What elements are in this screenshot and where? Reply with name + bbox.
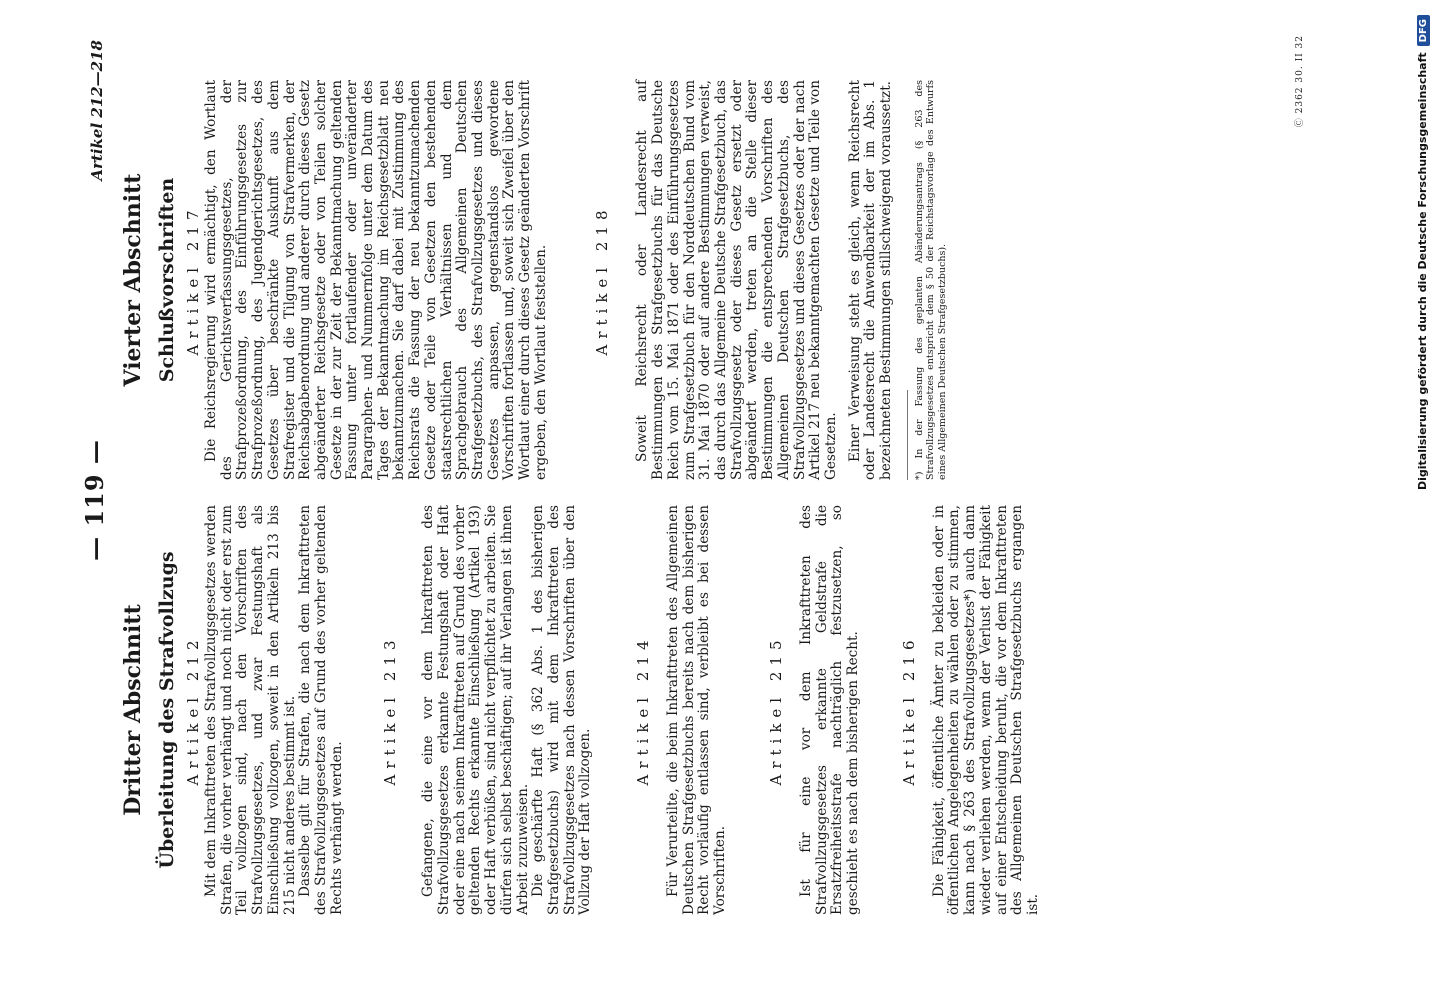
page-number: — 119 —: [80, 439, 109, 561]
printer-mark: [1292, 35, 1305, 185]
article-text: [932, 505, 1042, 915]
paragraph: Einer Verweisung steht es gleich, wenn Reichsrecht oder Landesrecht die Anwendbarkeit der im Abs. 1 bezeichneten Bestimmungen stillschweigend voraussetzt.: [846, 80, 895, 480]
paragraph: Die geschärfte Haft (§ 362 Abs. 1 des bisherigen Strafgesetzbuchs) wird mit dem Inkrafttreten des Strafvollzugsgesetzes nach dessen Vorschriften über den Vollzug der Haft vollzogen.: [530, 505, 594, 915]
paragraph: Gefangene, die eine vor dem Inkrafttreten des Strafvollzugsgesetzes erkannte Festungshaft oder Haft oder eine nach seinem Inkrafttreten auf Grund des vorher geltenden Rechts erkannte Einschließung (Artikel 193) oder Haft verbüßen, sind nicht verpflichtet zu arbeiten. Sie dürfen sich selbst beschäftigen; auf ihr Verlangen ist ihnen Arbeit zuzuweisen.: [420, 505, 531, 915]
article-heading: Artikel 214: [634, 634, 653, 786]
paragraph: Mit dem Inkrafttreten des Strafvollzugsgesetzes werden Strafen, die vorher verhängt und noch nicht oder erst zum Teil vollzogen sind, nach den Vorschriften des Strafvollzugsgesetzes, und zwar Festungshaft als Einschließung vollzogen, soweit in den Artikeln 213 bis 215 nicht anderes bestimmt ist.: [203, 505, 298, 915]
article-text: [421, 505, 594, 915]
article-text: [204, 80, 549, 480]
copyright-icon: Ⓒ: [1295, 117, 1305, 128]
article-text: [635, 80, 894, 480]
left-column: [120, 505, 1042, 915]
footnote-divider: [907, 390, 908, 480]
article-range: Artikel 212—218: [88, 40, 106, 181]
right-column: [120, 80, 948, 480]
paragraph: Die Reichsregierung wird ermächtigt, den Wortlaut des Gerichtsverfassungsgesetzes, der Strafprozeßordnung, des Einführungsgesetzes zur Strafprozeßordnung, des Jugendgerichtsgesetzes, des Gesetzes über beschränkte Auskunft aus dem Strafregister und die Tilgung von Strafvermerken, der Reichsabgabenordnung und anderer durch dieses Gesetz abgeänderter Reichsgesetze oder von Teilen solcher Gesetze in der zur Zeit der Bekanntmachung geltenden Fassung unter fortlaufender oder unveränderter Paragraphen- und Nummernfolge unter dem Datum des Tages der Bekanntmachung im Reichsgesetzblatt neu bekanntzumachen. Sie darf dabei mit Zustimmung des Reichsrats die Fassung der neu bekanntzumachenden Gesetze oder Teile von Gesetzen den bestehenden staatsrechtlichen Verhältnissen und dem Sprachgebrauch des Allgemeinen Deutschen Strafgesetzbuchs, des Strafvollzugsgesetzes und dieses Gesetzes anpassen, gegenstandslos gewordene Vorschriften fortlassen und, soweit sich Zweifel über den Wortlaut einer durch dieses Gesetz geänderten Vorschrift ergeben, den Wortlaut feststellen.: [203, 80, 549, 480]
article-heading: Artikel 218: [593, 204, 612, 356]
section-title: Vierter Abschnitt: [120, 173, 146, 387]
printer-mark-text: 2362 30. II 32: [1295, 35, 1305, 114]
article-heading: Artikel 213: [381, 634, 400, 786]
paragraph: Soweit Reichsrecht oder Landesrecht auf Bestimmungen des Strafgesetzbuchs für das Deutsche Reich vom 15. Mai 1871 oder des Einführungsgesetzes zum Strafgesetzbuch für den Norddeutschen Bund vom 31. Mai 1870 oder auf andere Bestimmungen verweist, das durch das Allgemeine Deutsche Strafgesetzbuch, das Strafvollzugsgesetz oder dieses Gesetz ersetzt oder abgeändert werden, treten an die Stelle dieser Bestimmungen die entsprechenden Vorschriften des Allgemeinen Deutschen Strafgesetzbuchs, des Strafvollzugsgesetzes und dieses Gesetzes oder der nach Artikel 217 neu bekanntgemachten Gesetze und Teile von Gesetzen.: [634, 80, 839, 480]
side-note-text: Digitalisierung gefördert durch die Deutsche Forschungsgemeinschaft: [1416, 52, 1429, 491]
dfg-logo: DFG: [1417, 15, 1430, 46]
section-title: Dritter Abschnitt: [120, 604, 146, 816]
article-text: [204, 505, 345, 915]
article-heading: Artikel 217: [184, 204, 202, 356]
article-text: [666, 505, 729, 915]
article-heading: Artikel 212: [184, 634, 202, 786]
paragraph: Für Verurteilte, die beim Inkrafttreten des Allgemeinen Deutschen Strafgesetzbuchs bereits nach dem bisherigen Recht vorläufig entlassen sind, verbleibt es bei dessen Vorschriften.: [665, 505, 729, 915]
section-subtitle: Überleitung des Strafvollzugs: [156, 551, 178, 869]
side-note: [1416, 15, 1430, 720]
paragraph: Die Fähigkeit, öffentliche Ämter zu bekleiden oder in öffentlichen Angelegenheiten zu wählen oder zu stimmen, kann nach § 263 des Strafvollzugsgesetzes*) auch dann wieder verliehen werden, wenn der Verlust der Fähigkeit auf einer Entscheidung beruht, die vor dem Inkrafttreten des Allgemeinen Deutschen Strafgesetzbuchs ergangen ist.: [930, 505, 1041, 915]
section-subtitle: Schlußvorschriften: [156, 177, 178, 383]
article-text: [799, 505, 862, 915]
paragraph: Dasselbe gilt für Strafen, die nach dem Inkrafttreten des Strafvollzugsgesetzes auf Grund des vorher geltenden Rechts verhängt werden.: [297, 505, 345, 915]
footnote: *) In der Fassung des geplanten Abänderungsantrags (§ 263 des Strafvollzugsgesetzes entspricht dem § 50 der Reichstagsvorlage des Entwurfs eines Allgemeinen Deutschen Strafgesetzbuchs).: [913, 80, 948, 480]
paragraph: Ist für eine vor dem Inkrafttreten des Strafvollzugsgesetzes erkannte Geldstrafe die Ersatzfreiheitsstrafe nachträglich festzusetzen, so geschieht es nach dem bisherigen Recht.: [797, 505, 861, 915]
article-heading: Artikel 215: [766, 634, 785, 786]
article-heading: Artikel 216: [899, 634, 918, 786]
